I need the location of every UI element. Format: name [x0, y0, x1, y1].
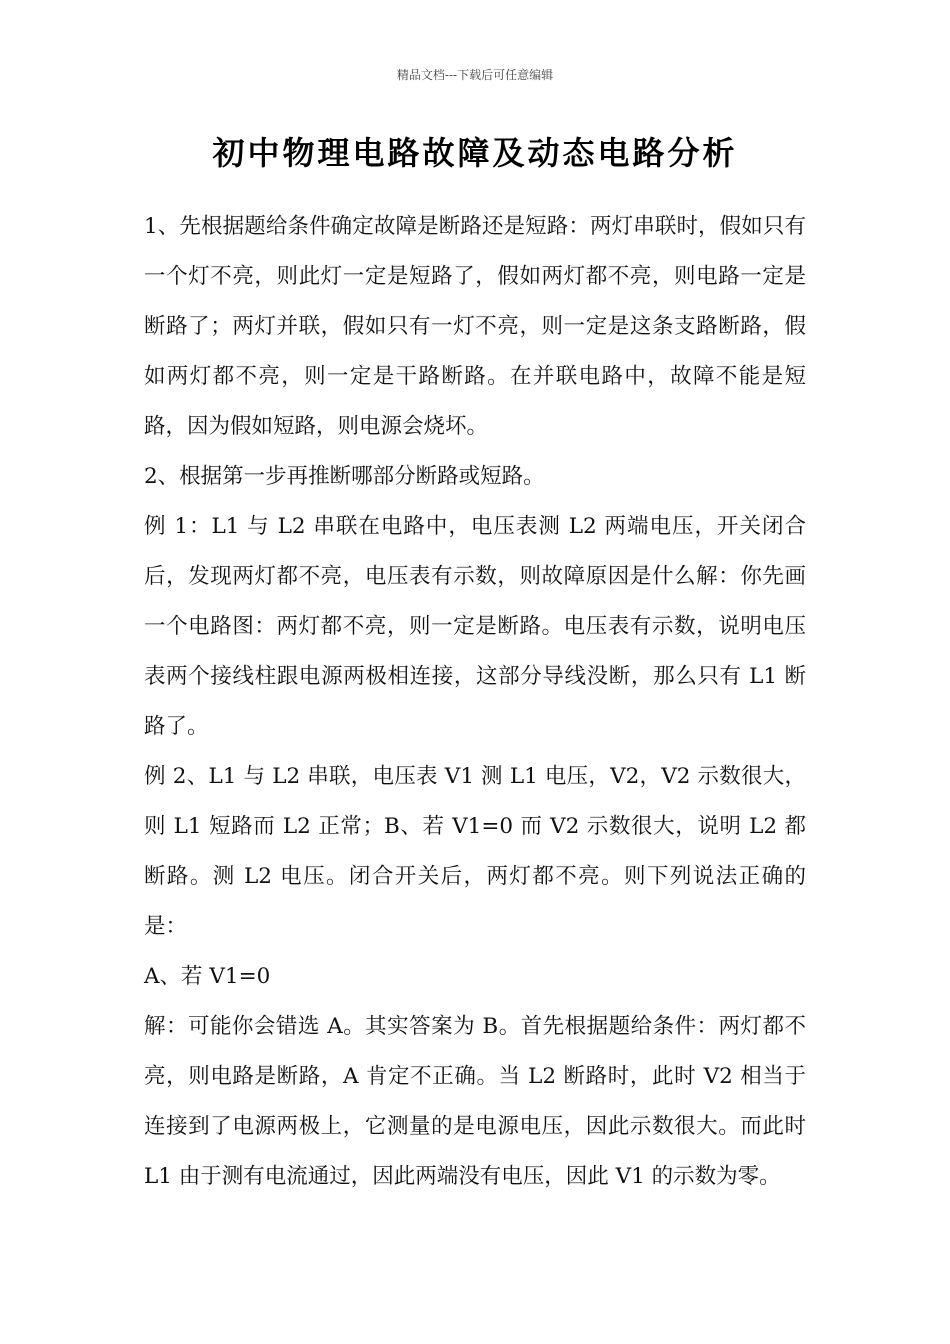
paragraph-option-a: A、若 V1=0 — [144, 964, 271, 989]
header-note: 精品文档---下载后可任意编辑 — [396, 68, 554, 82]
paragraph-step-2: 2、根据第一步再推断哪部分断路或短路。 — [144, 464, 545, 489]
document-title: 初中物理电路故障及动态电路分析 — [212, 134, 738, 172]
paragraph-step-1: 1、先根据题给条件确定故障是断路还是短路：两灯串联时，假如只有一个灯不亮，则此灯一定是短路了，假如两灯都不亮，则电路一定是断路了；两灯并联，假如只有一灯不亮，则一定是这条支路断路，假如两灯都不亮，则一定是干路断路。在并联电路中，故障不能是短路，因为假如短路，则电源会烧坏。 — [144, 214, 806, 439]
paragraph-solution: 解：可能你会错选 A。其实答案为 B。首先根据题给条件：两灯都不亮，则电路是断路，A 肯定不正确。当 L2 断路时，此时 V2 相当于连接到了电源两极上，它测量的是电源电压，因此示数很大。而此时 L1 由于测有电流通过，因此两端没有电压，因此 V1 的示数为零。 — [144, 1014, 806, 1189]
paragraph-example-1: 例 1：L1 与 L2 串联在电路中，电压表测 L2 两端电压，开关闭合后，发现两灯都不亮，电压表有示数，则故障原因是什么解：你先画一个电路图：两灯都不亮，则一定是断路。电压表有示数，说明电压表两个接线柱跟电源两极相连接，这部分导线没断，那么只有 L1 断路了。 — [144, 514, 806, 739]
document-body — [144, 202, 806, 1202]
paragraph-example-2: 例 2、L1 与 L2 串联，电压表 V1 测 L1 电压，V2，V2 示数很大，则 L1 短路而 L2 正常；B、若 V1=0 而 V2 示数很大，说明 L2 都断路。测 L2 电压。闭合开关后，两灯都不亮。则下列说法正确的是： — [144, 764, 806, 939]
